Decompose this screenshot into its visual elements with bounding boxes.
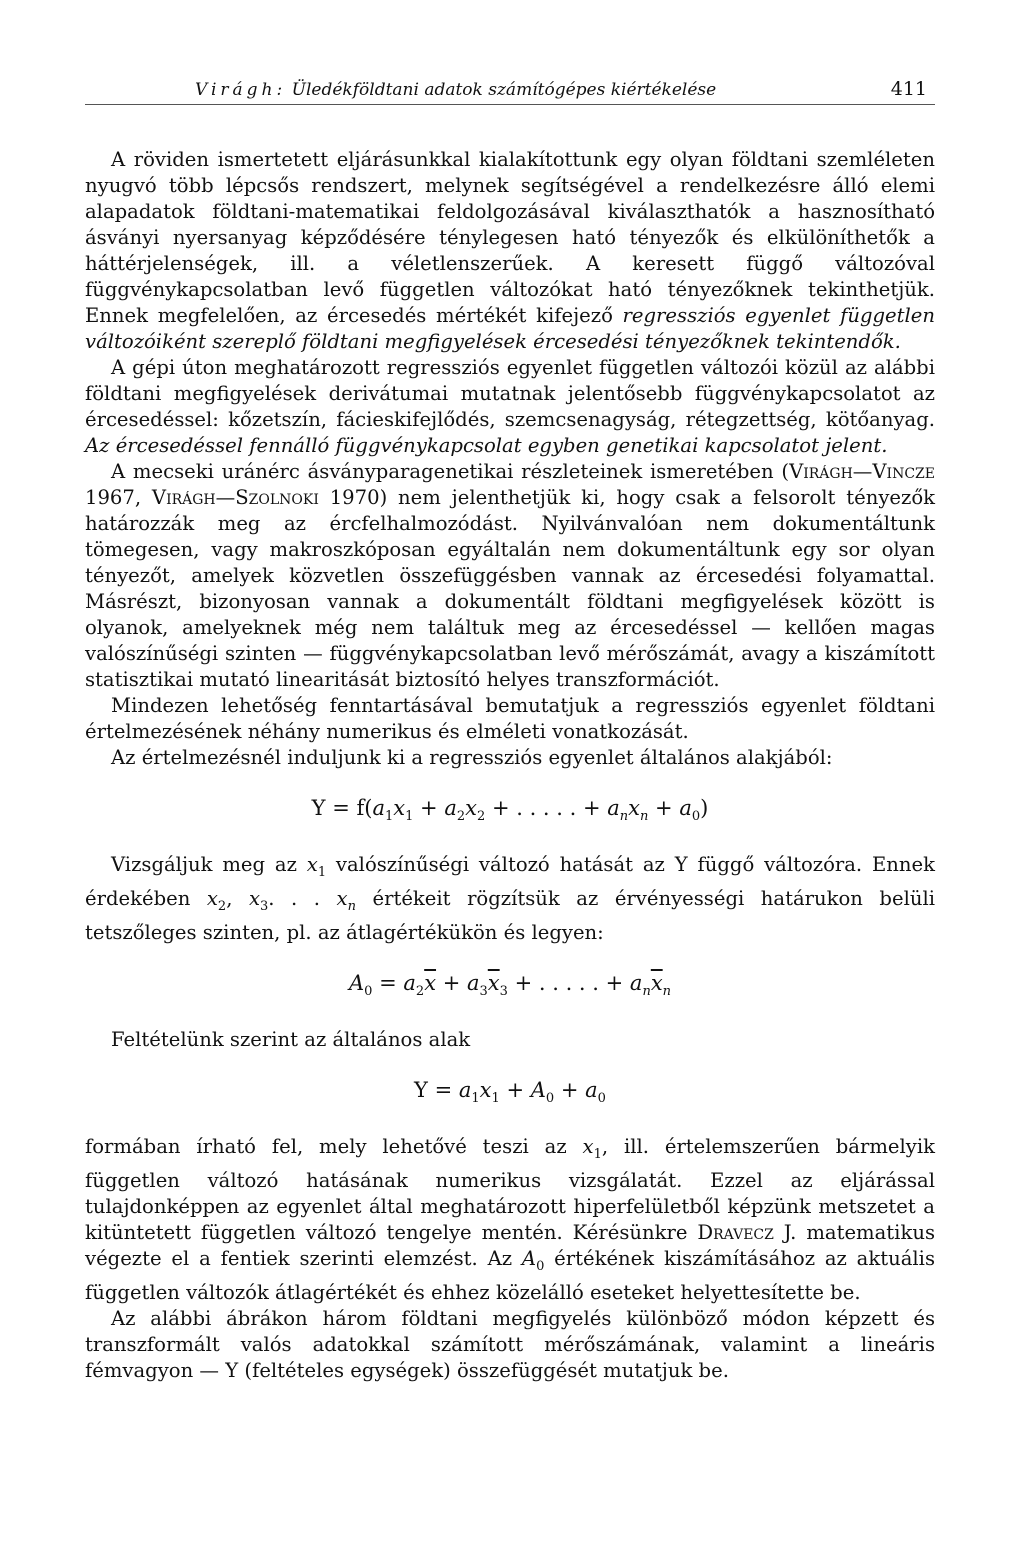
- text-run: Vizsgáljuk meg az: [111, 853, 307, 877]
- text-run: értékeit rögzítsük az érvényességi határukon belüli tetszőleges szinten, pl. az átlagértékükön és legyen:: [85, 887, 935, 944]
- citation-author: Dravecz: [697, 1221, 774, 1245]
- paragraph: [85, 459, 935, 693]
- text-run: Feltételünk szerint az általános alak: [111, 1028, 471, 1052]
- italic-run: regressziós egyenlet független változóiként szereplő földtani megfigyelések ércesedési tényezőknek tekintendők.: [85, 304, 935, 353]
- text-run: A röviden ismertetett eljárásunkkal kialakítottunk egy olyan földtani szemléleten nyugvó több lépcsős rendszert, melynek segítségével a rendelkezésre álló elemi alapadatok földtani-matematikai feldolgozásával kiválaszthatók a hasznosítható ásványi nyersanyag képződésére ténylegesen ható tényezők és elkülöníthetők a háttérjelenségek, ill. a véletlenszerűek. A keresett függő változóval függvénykapcsolatban levő független változókat ható tényezőknek tekinthetjük. Ennek megfelelően, az ércesedés mértékét kifejező: [85, 148, 935, 327]
- text-run: Az értelmezésnél induljunk ki a regressziós egyenlet általános alakjából:: [111, 746, 833, 769]
- running-author: Virágh:: [195, 80, 287, 100]
- text-run: értékének kiszámításához az aktuális független változók átlagértékét és ehhez közelálló eseteket helyettesítette be.: [85, 1247, 936, 1305]
- paragraph: [85, 693, 935, 745]
- paragraph: [85, 355, 935, 459]
- equation-condition: $Y = a_1x_1 + A_0 + a_0$: [414, 1078, 606, 1107]
- text-run: , ill. értelemszerűen bármelyik független változó hatásának numerikus vizsgálatát. Ezzel az eljárással tulajdonképpen az egyenlet által meghatározott hiperfelületből képzünk metszetet a kitüntetett független változó tengelye mentén. Kérésünkre: [85, 1135, 935, 1245]
- citation-author: Virágh—Vincze: [789, 460, 935, 483]
- paragraph: formában írható fel, mely lehetővé teszi az $x_1$, ill. értelemszerűen bármelyik független változó hatásának numerikus vizsgálatát. Ezzel az eljárással tulajdonképpen az egyenlet által meghatározott hiperfelületből képzünk metszetet a kitüntetett független változó tengelye mentén. Kérésünkre Dravecz J. matematikus végezte el a fentiek szerinti elemzést. Az $A_0$ értékének kiszámításához az aktuális független változók átlagértékét és ehhez közelálló eseteket helyettesítette be.: [85, 1135, 936, 1305]
- citation-author: Virágh—Szolnoki: [151, 486, 319, 509]
- text-run: A gépi úton meghatározott regressziós egyenlet független változói közül az alábbi földtani megfigyelések derivátumai mutatnak jelentősebb függvénykapcsolatot az ércesedéssel: kőzetszín, fácieskifejlődés, szemcsenagyság, rétegzettség, kötőanyag.: [85, 356, 935, 431]
- article-body: [85, 147, 935, 1384]
- text-run: valószínűségi változó hatását az Y függő változóra. Ennek érdekében: [85, 853, 936, 911]
- page-number: 411: [890, 78, 927, 100]
- running-header: [85, 78, 935, 105]
- paragraph: [85, 1306, 935, 1384]
- equation-a0: $A_0 = a_2\overline{x} + a_3\overline{x}_3$ + . . . . . + $a_n\overline{x}_n$: [348, 971, 672, 1000]
- text-run: Mindezen lehetőség fenntartásával bemutatjuk a regressziós egyenlet földtani értelmezésének néhány numerikus és elméleti vonatkozását.: [85, 694, 935, 743]
- text-run: Az alábbi ábrákon három földtani megfigyelés különböző módon képzett és transzformált valós adatokkal számított mérőszámának, valamint a lineáris fémvagyon — Y (feltételes egységek) összefüggését mutatjuk be.: [85, 1307, 935, 1383]
- page: [85, 78, 935, 1384]
- running-title: [195, 80, 716, 100]
- text-run: J. matematikus végezte el a fentiek szerinti elemzést. Az: [85, 1221, 935, 1271]
- paragraph: [85, 745, 935, 771]
- italic-run: Az ércesedéssel fennálló függvénykapcsolat egyben genetikai kapcsolatot jelent.: [85, 434, 888, 457]
- text-run: formában írható fel, mely lehetővé teszi az: [85, 1135, 583, 1159]
- paragraph: Vizsgáljuk meg az $x_1$ valószínűségi változó hatását az Y függő változóra. Ennek érdekében $x_2$, $x_3$. . . $x_n$ értékeit rögzítsük az érvényességi határukon belüli tetszőleges szinten, pl. az átlagértékükön és legyen:: [85, 853, 936, 944]
- paragraph: [85, 1027, 935, 1053]
- running-title-text: Üledékföldtani adatok számítógépes kiértékelése: [291, 80, 717, 100]
- text-run: 1967,: [85, 486, 152, 509]
- equation-general-form: $Y = f(a_1x_1 + a_2x_2$ + . . . . . + $a_nx_n + a_0$): [311, 796, 709, 825]
- text-run: A mecseki uránérc ásványparagenetikai részleteinek ismeretében (: [111, 460, 790, 483]
- paragraph: [85, 147, 935, 355]
- text-run: 1970) nem jelenthetjük ki, hogy csak a felsorolt tényezők határozzák meg az ércfelhalmozódást. Nyilvánvalóan nem dokumentáltunk tömegesen, vagy makroszkóposan egyáltalán nem dokumentáltunk egy sor olyan tényezőt, amelyek közvetlen összefüggésben vannak az ércesedési folyamattal. Másrészt, bizonyosan vannak a dokumentált földtani megfigyelések között is olyanok, amelyeknek még nem találtuk meg az ércesedéssel — kellően magas valószínűségi szinten — függvénykapcsolatban levő mérőszámát, avagy a kiszámított statisztikai mutató linearitását biztosító helyes transzformációt.: [85, 486, 935, 691]
